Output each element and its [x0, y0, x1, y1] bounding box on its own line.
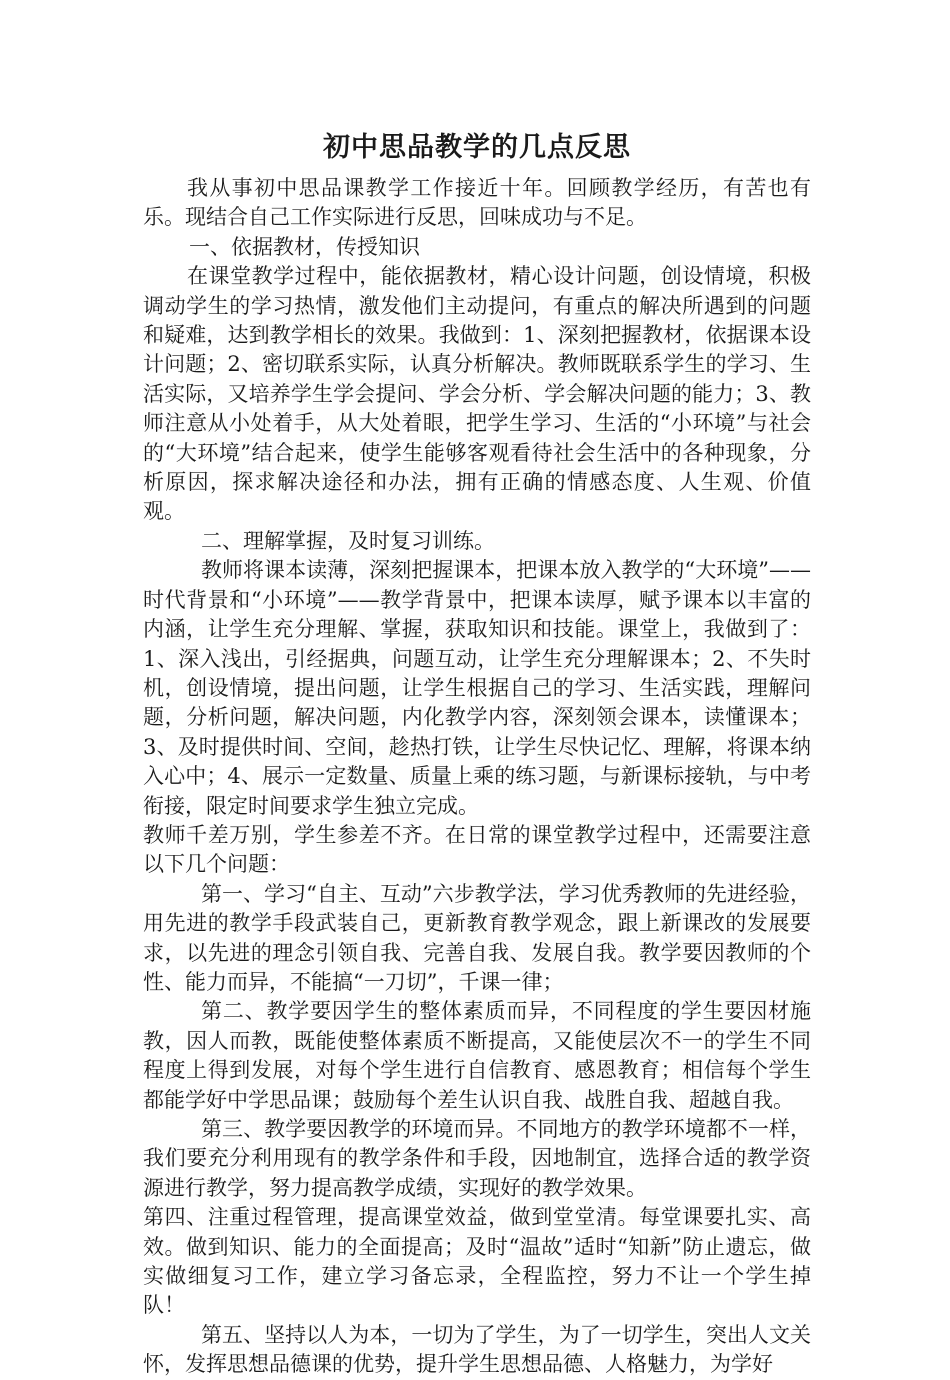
paragraph: 第一、学习“自主、互动”六步教学法，学习优秀教师的先进经验，用先进的教学手段武装自己，更新教育教学观念，跟上新课改的发展要求，以先进的理念引领自我、完善自我、发展自我。教学要因教师的个性、能力而异，不能搞“一刀切”，千课一律； [143, 881, 811, 994]
paragraph: 第二、教学要因学生的整体素质而异，不同程度的学生要因材施教，因人而教，既能使整体素质不断提高，又能使层次不一的学生不同程度上得到发展，对每个学生进行自信教育、感恩教育；相信每个学生都能学好中学思品课；鼓励每个差生认识自我、战胜自我、超越自我。 [143, 999, 811, 1112]
paragraph: 一、依据教材，传授知识 [189, 234, 420, 259]
paragraph: 教师千差万别，学生参差不齐。在日常的课堂教学过程中，还需要注意以下几个问题： [143, 822, 811, 877]
paragraph: 我从事初中思品课教学工作接近十年。回顾教学经历，有苦也有乐。现结合自己工作实际进行反思，回味成功与不足。 [143, 176, 811, 230]
document-body [143, 174, 811, 1380]
paragraph: 在课堂教学过程中，能依据教材，精心设计问题，创设情境，积极调动学生的学习热情，激发他们主动提问，有重点的解决所遇到的问题和疑难，达到教学相长的效果。我做到：1、深刻把握教材，依据课本设计问题；2、密切联系实际，认真分析解决。教师既联系学生的学习、生活实际，又培养学生学会提问、学会分析、学会解决问题的能力；3、教师注意从小处着手，从大处着眼，把学生学习、生活的“小环境”与社会的“大环境”结合起来，使学生能够客观看待社会生活中的各种现象，分析原因，探求解决途径和办法，拥有正确的情感态度、人生观、价值观。 [143, 264, 811, 524]
paragraph: 第四、注重过程管理，提高课堂效益，做到堂堂清。每堂课要扎实、高效。做到知识、能力的全面提高；及时“温故”适时“知新”防止遗忘，做实做细复习工作，建立学习备忘录，全程监控，努力不让一个学生掉队！ [143, 1205, 811, 1318]
paragraph: 二、理解掌握，及时复习训练。 [201, 528, 495, 553]
paragraph: 教师将课本读薄，深刻把握课本，把课本放入教学的“大环境”——时代背景和“小环境”——教学背景中，把课本读厚，赋予课本以丰富的内涵，让学生充分理解、掌握，获取知识和技能。课堂上，我做到了：1、深入浅出，引经据典，问题互动，让学生充分理解课本；2、不失时机，创设情境，提出问题，让学生根据自己的学习、生活实践，理解问题，分析问题，解决问题，内化教学内容，深刻领会课本，读懂课本；3、及时提供时间、空间，趁热打铁，让学生尽快记忆、理解，将课本纳入心中；4、展示一定数量、质量上乘的练习题，与新课标接轨，与中考衔接，限定时间要求学生独立完成。 [143, 558, 811, 818]
document-page [143, 128, 811, 1380]
document-title: 初中思品教学的几点反思 [323, 132, 631, 163]
paragraph: 第三、教学要因教学的环境而异。不同地方的教学环境都不一样，我们要充分利用现有的教学条件和手段，因地制宜，选择合适的教学资源进行教学，努力提高教学成绩，实现好的教学效果。 [143, 1117, 811, 1200]
paragraph: 第五、坚持以人为本，一切为了学生，为了一切学生，突出人文关怀，发挥思想品德课的优势，提升学生思想品德、人格魅力，为学好 [143, 1322, 811, 1377]
